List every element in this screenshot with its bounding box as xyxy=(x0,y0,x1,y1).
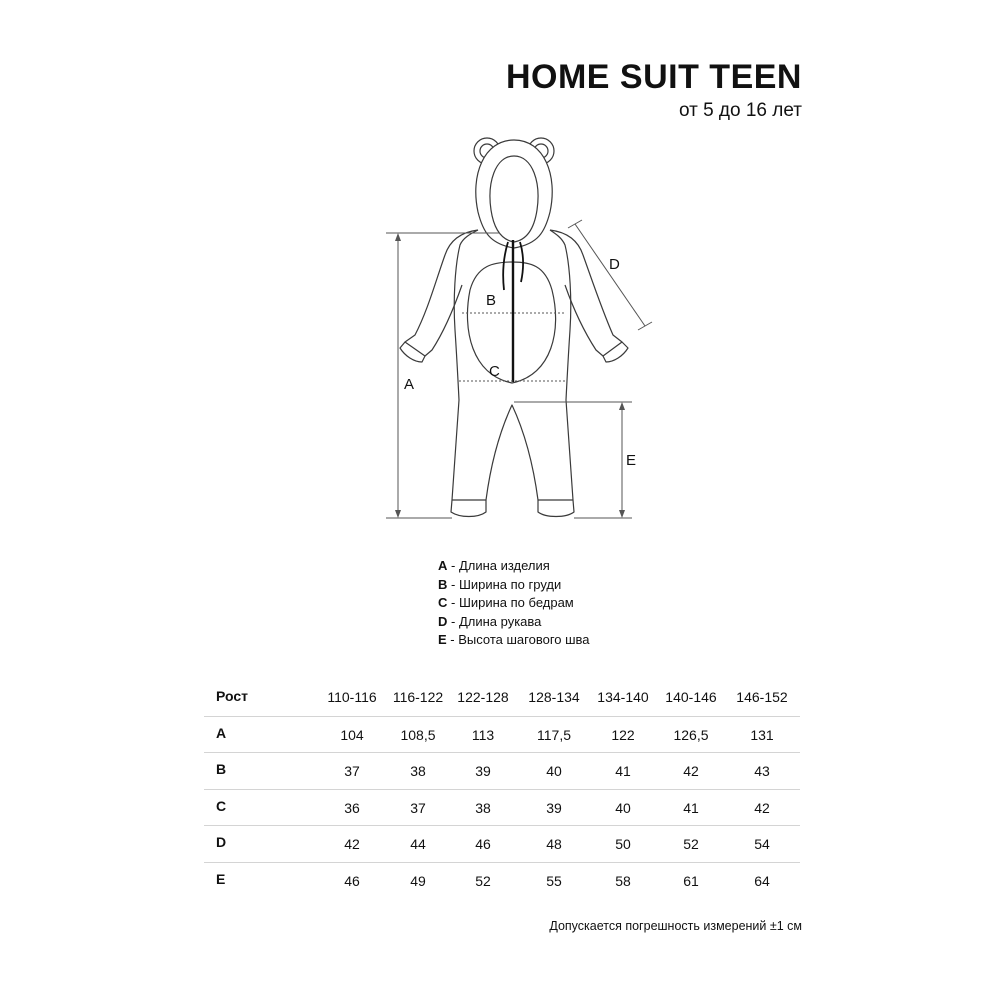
size-header: 146-152 xyxy=(736,689,788,705)
measurement-legend xyxy=(438,557,590,650)
row-label: C xyxy=(216,797,227,814)
table-cell: 131 xyxy=(750,726,774,743)
table-cell: 36 xyxy=(344,799,360,816)
table-row xyxy=(204,826,800,863)
table-cell: 44 xyxy=(410,836,426,852)
size-header: 122-128 xyxy=(457,689,509,705)
table-cell: 122 xyxy=(611,726,635,743)
legend-item: B - Ширина по груди xyxy=(438,576,562,592)
table-cell: 42 xyxy=(683,763,699,779)
right-cuff xyxy=(603,342,628,362)
table-cell: 104 xyxy=(340,726,364,743)
table-cell: 41 xyxy=(615,763,631,779)
legend-item: A - Длина изделия xyxy=(438,558,550,573)
drawstring-left xyxy=(503,242,508,290)
size-table xyxy=(204,680,800,898)
left-leg-cuff xyxy=(451,500,486,517)
table-cell: 54 xyxy=(754,836,770,852)
table-cell: 113 xyxy=(471,726,495,743)
size-header: 140-146 xyxy=(665,689,717,705)
product-title: HOME SUIT TEEN xyxy=(505,58,802,96)
table-row xyxy=(204,753,800,790)
table-cell: 48 xyxy=(546,836,562,852)
table-cell: 39 xyxy=(475,763,491,779)
right-leg-cuff xyxy=(538,500,574,517)
table-cell: 38 xyxy=(475,799,491,816)
table-cell: 126,5 xyxy=(673,726,709,743)
table-cell: 43 xyxy=(754,763,770,779)
table-row xyxy=(204,717,800,754)
table-cell: 61 xyxy=(683,872,699,889)
size-header: 128-134 xyxy=(528,689,580,705)
table-cell: 37 xyxy=(344,763,360,779)
table-cell: 52 xyxy=(475,872,491,889)
table-cell: 46 xyxy=(344,872,360,889)
label-e: E xyxy=(626,452,637,469)
table-cell: 40 xyxy=(615,799,631,816)
row-label: E xyxy=(216,870,226,887)
zipper xyxy=(503,240,523,382)
table-cell: 38 xyxy=(410,763,426,779)
size-header: 110-116 xyxy=(327,689,377,705)
table-cell: 37 xyxy=(410,799,426,816)
table-row xyxy=(204,863,800,899)
legend-item: E - Высота шагового шва xyxy=(438,632,590,647)
table-cell: 58 xyxy=(615,872,631,889)
height-header: Рост xyxy=(216,688,248,704)
measurement-labels xyxy=(404,256,636,469)
measurement-tolerance-note: Допускается погрешность измерений ±1 см xyxy=(549,919,802,933)
table-cell: 46 xyxy=(475,836,491,852)
table-cell: 55 xyxy=(546,872,562,889)
label-a: A xyxy=(404,376,415,393)
table-cell: 50 xyxy=(615,836,631,852)
table-cell: 42 xyxy=(344,836,360,852)
size-header: 134-140 xyxy=(597,689,649,705)
table-cell: 49 xyxy=(410,872,426,889)
table-row xyxy=(204,790,800,827)
table-cell: 41 xyxy=(683,799,699,816)
table-cell: 52 xyxy=(683,836,699,852)
right-sleeve xyxy=(550,230,622,356)
row-label: B xyxy=(216,761,227,777)
left-cuff xyxy=(400,342,425,362)
legend-item: C - Ширина по бедрам xyxy=(438,595,574,610)
table-cell: 64 xyxy=(754,872,770,889)
row-label: A xyxy=(216,724,227,741)
label-d: D xyxy=(609,256,620,273)
size-header: 116-122 xyxy=(392,689,444,705)
row-label: D xyxy=(216,834,227,850)
left-sleeve xyxy=(405,230,478,356)
legend-item: D - Длина рукава xyxy=(438,613,542,629)
table-header-row xyxy=(204,680,800,717)
table-cell: 39 xyxy=(546,799,562,816)
belly-patch xyxy=(467,262,555,383)
table-cell: 108,5 xyxy=(400,726,436,743)
table-cell: 40 xyxy=(546,763,562,779)
table-cell: 117,5 xyxy=(537,726,571,743)
label-c: C xyxy=(489,363,500,380)
label-b: B xyxy=(486,292,497,309)
table-cell: 42 xyxy=(754,799,770,816)
age-range-subtitle: от 5 до 16 лет xyxy=(678,100,802,121)
